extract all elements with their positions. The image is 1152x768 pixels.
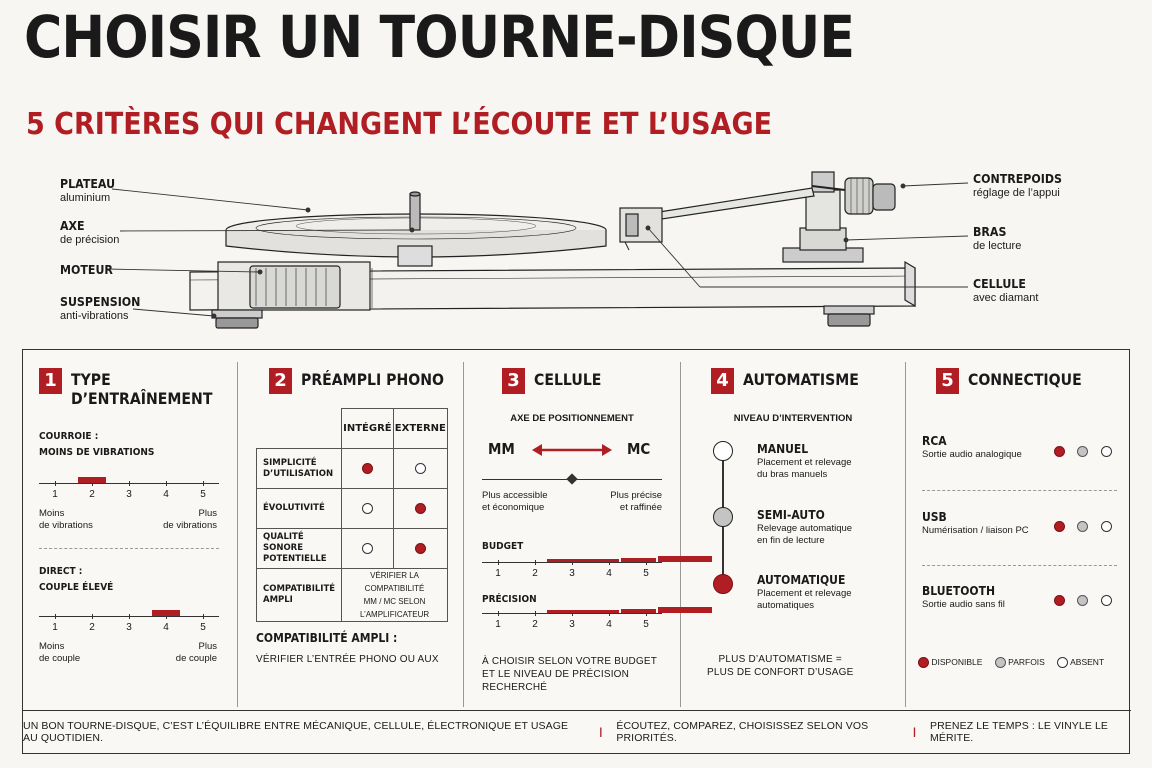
belt-drive-head-2: MOINS DE VIBRATIONS <box>39 447 155 458</box>
scale-tick <box>166 481 167 486</box>
mm-label: MM <box>488 440 515 458</box>
criterion-number: 5 <box>936 368 959 394</box>
scale-tick-label: 3 <box>569 568 575 579</box>
criterion-title: PRÉAMPLI PHONO <box>301 370 444 389</box>
level-semi: SEMI-AUTO Relevage automatique en fin de lecture <box>757 508 853 546</box>
status-dot-disponible <box>362 463 373 474</box>
scale-tick-label: 5 <box>643 568 649 579</box>
status-dot-disponible <box>415 503 426 514</box>
criterion-3-cartridge <box>464 350 680 710</box>
level-auto-dot <box>713 574 733 594</box>
scale-tick-label: 1 <box>495 568 501 579</box>
criterion-number: 4 <box>711 368 734 394</box>
scale-ramp-bar <box>621 609 656 613</box>
criterion-5-connectivity <box>906 350 1131 710</box>
criterion-number: 1 <box>39 368 62 394</box>
label-contrepoids: CONTREPOIDS réglage de l’appui <box>973 172 1063 199</box>
scale-tick-label: 1 <box>52 622 58 633</box>
table-row: QUALITÉ SONORE POTENTIELLE <box>257 529 448 569</box>
scale-level-marker <box>78 477 106 483</box>
status-dot-parfois <box>1077 446 1088 457</box>
scale-tick <box>498 560 499 565</box>
mc-label: MC <box>627 440 651 458</box>
footer <box>23 711 1131 753</box>
status-dot-absent <box>1101 595 1112 606</box>
precision-scale <box>482 600 662 630</box>
scale-tick-label: 4 <box>163 489 169 500</box>
precision-label: PRÉCISION <box>482 594 537 605</box>
scale-tick-label: 4 <box>606 619 612 630</box>
footer-separator: | <box>912 726 916 738</box>
scale-tick <box>498 611 499 616</box>
scale-left-label: Moins de vibrations <box>39 508 93 531</box>
scale-tick-label: 5 <box>200 489 206 500</box>
scale-tick <box>535 611 536 616</box>
axis-left-label: Plus accessible et économique <box>482 490 548 513</box>
status-dot-disponible <box>1054 521 1065 532</box>
criterion-title: CONNECTIQUE <box>968 370 1082 389</box>
criterion-title-line2: D’ENTRAÎNEMENT <box>71 389 213 408</box>
criterion-number: 3 <box>502 368 525 394</box>
criterion-title: TYPE <box>71 370 111 389</box>
status-dot-disponible <box>1054 595 1065 606</box>
criterion-2-preamp <box>238 350 463 710</box>
cartridge-note: À CHOISIR SELON VOTRE BUDGET ET LE NIVEAU DE PRÉCISION RECHERCHÉ <box>482 656 658 693</box>
status-dot-parfois <box>1077 521 1088 532</box>
status-dot-absent <box>415 463 426 474</box>
automation-note: PLUS D’AUTOMATISME = PLUS DE CONFORT D’USAGE <box>707 654 854 678</box>
compat-text: VÉRIFIER L’ENTRÉE PHONO OU AUX <box>256 654 439 665</box>
status-dot-absent <box>362 543 373 554</box>
label-bras: BRAS de lecture <box>973 225 1022 252</box>
scale-tick-label: 5 <box>643 619 649 630</box>
label-moteur: MOTEUR <box>60 263 113 277</box>
axis-head: AXE DE POSITIONNEMENT <box>510 413 634 424</box>
footer-text-1: UN BON TOURNE-DISQUE, C’EST L’ÉQUILIBRE ENTRE MÉCANIQUE, CELLULE, ÉLECTRONIQUE ET USAGE AU QUOTIDIEN. <box>23 720 569 744</box>
scale-tick-label: 2 <box>532 568 538 579</box>
scale-tick-label: 1 <box>495 619 501 630</box>
table-row: SIMPLICITÉ D’UTILISATION <box>257 449 448 489</box>
budget-scale <box>482 548 662 578</box>
scale-tick-label: 4 <box>163 622 169 633</box>
label-cellule: CELLULE avec diamant <box>973 277 1039 304</box>
connector-rca: RCA Sortie audio analogique <box>922 434 1117 461</box>
scale-tick-label: 3 <box>126 622 132 633</box>
criterion-1-drive <box>23 350 237 710</box>
label-axe: AXE de précision <box>60 219 120 246</box>
status-dot-disponible <box>1054 446 1065 457</box>
scale-right-label: Plus de couple <box>175 641 217 664</box>
scale-ramp-bar <box>547 610 619 613</box>
direct-drive-head: DIRECT : <box>39 566 83 577</box>
status-dot-absent <box>1101 446 1112 457</box>
automation-head: NIVEAU D’INTERVENTION <box>733 413 853 424</box>
scale-level-marker <box>152 610 180 616</box>
scale-right-label: Plus de vibrations <box>163 508 217 531</box>
table-row: COMPATIBILITÉ AMPLI VÉRIFIER LA COMPATIBILITÉ MM / MC SELON L’AMPLIFICATEUR <box>257 569 448 622</box>
page-title: CHOISIR UN TOURNE-DISQUE <box>24 3 855 71</box>
status-dot-disponible <box>415 543 426 554</box>
col-externe: EXTERNE <box>393 409 447 449</box>
col-integre: INTÉGRÉ <box>342 409 394 449</box>
scale-tick <box>92 614 93 619</box>
footer-text-3: PRENEZ LE TEMPS : LE VINYLE LE MÉRITE. <box>930 720 1109 744</box>
footer-text-2: ÉCOUTEZ, COMPAREZ, CHOISISSEZ SELON VOS PRIORITÉS. <box>616 720 869 744</box>
scale-tick-label: 2 <box>89 489 95 500</box>
direct-torque-scale <box>39 605 219 645</box>
level-semi-dot <box>713 507 733 527</box>
scale-tick-label: 3 <box>569 619 575 630</box>
scale-tick <box>203 481 204 486</box>
status-dot-absent <box>1101 521 1112 532</box>
scale-left-label: Moins de couple <box>39 641 81 664</box>
scale-ramp-bar <box>621 558 656 562</box>
scale-tick-label: 4 <box>606 568 612 579</box>
connector-usb: USB Numérisation / liaison PC <box>922 510 1117 537</box>
criteria-panel <box>22 349 1130 754</box>
table-row: ÉVOLUTIVITÉ <box>257 489 448 529</box>
label-suspension: SUSPENSION anti-vibrations <box>60 295 141 322</box>
axis-right-label: Plus précise et raffinée <box>610 490 662 513</box>
footer-separator: | <box>599 726 603 738</box>
scale-tick <box>55 614 56 619</box>
scale-tick-label: 2 <box>532 619 538 630</box>
scale-tick <box>55 481 56 486</box>
connectivity-legend: DISPONIBLE PARFOIS ABSENT <box>918 657 1104 668</box>
budget-label: BUDGET <box>482 541 524 552</box>
criterion-title: CELLULE <box>534 370 602 389</box>
scale-tick-label: 2 <box>89 622 95 633</box>
scale-tick <box>129 481 130 486</box>
scale-tick <box>203 614 204 619</box>
double-arrow-icon <box>532 440 612 460</box>
axis-marker <box>566 473 577 484</box>
belt-drive-head: COURROIE : <box>39 431 99 442</box>
scale-tick-label: 3 <box>126 489 132 500</box>
scale-tick-label: 5 <box>200 622 206 633</box>
direct-drive-head-2: COUPLE ÉLEVÉ <box>39 582 114 593</box>
criterion-title: AUTOMATISME <box>743 370 859 389</box>
preamp-comparison-table <box>256 408 448 622</box>
connector-bluetooth: BLUETOOTH Sortie audio sans fil <box>922 584 1117 611</box>
criterion-4-automation <box>681 350 905 710</box>
level-auto: AUTOMATIQUE Placement et relevage automatiques <box>757 573 852 611</box>
scale-tick <box>129 614 130 619</box>
status-dot-absent <box>362 503 373 514</box>
status-dot-parfois <box>1077 595 1088 606</box>
criterion-number: 2 <box>269 368 292 394</box>
level-manual-dot <box>713 441 733 461</box>
scale-tick <box>535 560 536 565</box>
compat-head: COMPATIBILITÉ AMPLI : <box>256 631 398 645</box>
scale-ramp-bar <box>547 559 619 562</box>
label-plateau: PLATEAU aluminium <box>60 177 116 204</box>
level-manual: MANUEL Placement et relevage du bras manuels <box>757 442 852 480</box>
scale-tick-label: 1 <box>52 489 58 500</box>
page-subtitle: 5 CRITÈRES QUI CHANGENT L’ÉCOUTE ET L’USAGE <box>26 107 773 142</box>
